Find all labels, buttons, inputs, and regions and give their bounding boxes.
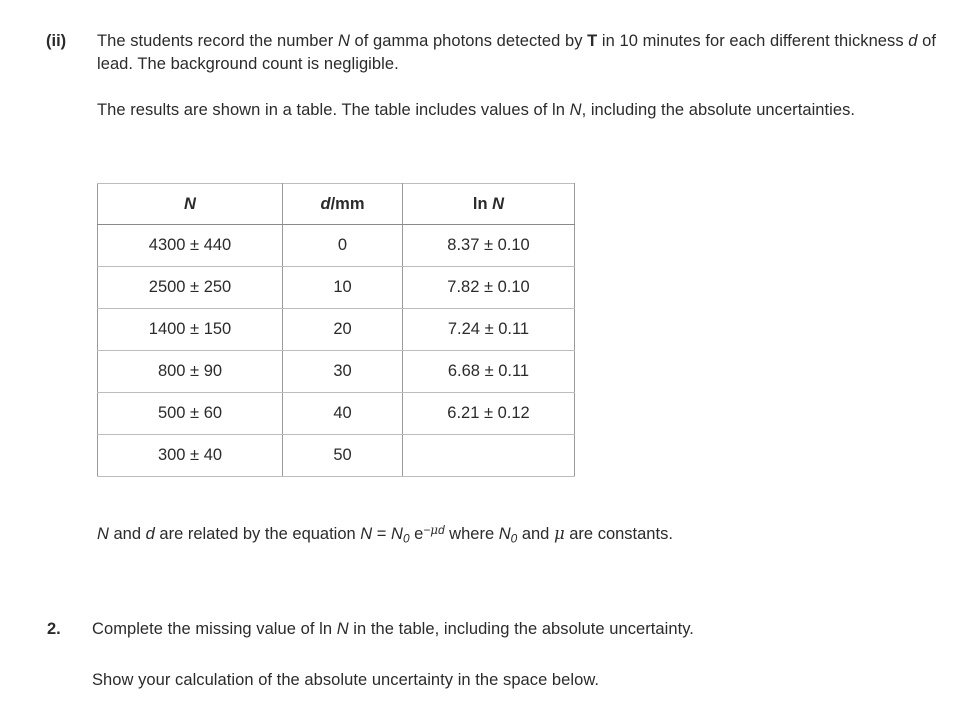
table-head — [98, 184, 575, 225]
equation-constant-N0-base: N — [498, 524, 511, 543]
equation-formula — [360, 523, 445, 546]
header-ln-symbol-N: N — [492, 194, 505, 213]
equation-e-base: e — [409, 524, 424, 543]
question-ii-paragraph-1 — [97, 30, 946, 76]
table-row — [98, 267, 575, 309]
header-symbol-N: N — [184, 194, 196, 213]
table-header-count — [98, 184, 283, 225]
table-row — [98, 309, 575, 351]
table-row — [98, 393, 575, 435]
paragraph-1-text-c: in 10 minutes for each different thickness — [597, 32, 909, 50]
cell-thickness: 20 — [283, 309, 403, 351]
equation-N0-base: N — [391, 524, 403, 543]
equation-exponent-minus: − — [423, 523, 431, 537]
paragraph-1-symbol-T: T — [587, 32, 598, 50]
question-ii-marker: (ii) — [46, 32, 67, 50]
cell-count: 1400 ± 150 — [98, 309, 283, 351]
table-row — [98, 435, 575, 477]
table-body — [98, 225, 575, 477]
cell-thickness: 30 — [283, 351, 403, 393]
header-symbol-d: d — [320, 194, 331, 213]
equation-statement — [97, 519, 917, 550]
question-2 — [47, 618, 927, 692]
question-part-ii — [46, 30, 946, 122]
question-2-text-b: in the table, including the absolute uncertainty. — [348, 620, 694, 638]
cell-ln-count: 7.24 ± 0.11 — [403, 309, 575, 351]
equation-outro-text-c: are constants. — [564, 524, 673, 543]
equation-outro-text-a: where — [444, 524, 499, 543]
cell-thickness: 10 — [283, 267, 403, 309]
question-2-text-a: Complete the missing value of ln — [92, 620, 337, 638]
cell-thickness: 0 — [283, 225, 403, 267]
paragraph-2-symbol-N: N — [569, 101, 582, 119]
paragraph-1-symbol-N: N — [337, 32, 350, 50]
cell-thickness: 40 — [283, 393, 403, 435]
paragraph-2-text-a: The results are shown in a table. The table includes values of ln — [97, 101, 570, 119]
equation-intro-symbol-N: N — [97, 524, 109, 543]
cell-ln-count: 8.37 ± 0.10 — [403, 225, 575, 267]
cell-thickness: 50 — [283, 435, 403, 477]
equation-equals: = — [372, 524, 392, 543]
table-row — [98, 351, 575, 393]
paragraph-1-text-d: of lead. The background count is negligible. — [97, 32, 936, 73]
table-header-thickness — [283, 184, 403, 225]
results-table-wrapper — [97, 183, 575, 477]
cell-ln-count — [403, 435, 575, 477]
equation-intro-text-a: and — [108, 524, 146, 543]
equation-constant-mu: μ — [553, 523, 565, 543]
cell-ln-count: 6.68 ± 0.11 — [403, 351, 575, 393]
paragraph-1-symbol-d: d — [908, 32, 918, 50]
equation-lhs-N: N — [360, 524, 373, 543]
question-2-body — [92, 618, 927, 692]
paragraph-1-text-b: of gamma photons detected by — [349, 32, 588, 50]
cell-count: 500 ± 60 — [98, 393, 283, 435]
paragraph-1-text-a: The students record the number — [97, 32, 338, 50]
equation-exponent — [423, 523, 444, 537]
equation-outro-text-b: and — [517, 524, 554, 543]
question-ii-body — [97, 30, 946, 122]
header-ln-prefix: ln — [472, 194, 493, 213]
results-table — [97, 183, 575, 477]
equation-intro-text-b: are related by the equation — [154, 524, 361, 543]
question-2-marker: 2. — [47, 620, 61, 638]
equation-exponent-mu: μ — [430, 523, 438, 537]
equation-intro-symbol-d: d — [145, 524, 155, 543]
paragraph-2-text-b: , including the absolute uncertainties. — [581, 101, 856, 119]
question-ii-paragraph-2 — [97, 99, 946, 122]
cell-count: 2500 ± 250 — [98, 267, 283, 309]
question-2-line-2: Show your calculation of the absolute uncertainty in the space below. — [92, 671, 600, 689]
cell-ln-count: 7.82 ± 0.10 — [403, 267, 575, 309]
header-unit-mm: /mm — [330, 194, 365, 213]
cell-count: 4300 ± 440 — [98, 225, 283, 267]
question-2-symbol-N: N — [336, 620, 349, 638]
equation-N0-subscript: 0 — [402, 531, 410, 546]
equation-exponent-d: d — [437, 523, 445, 537]
equation-constant-N0-subscript: 0 — [510, 531, 518, 546]
table-row — [98, 225, 575, 267]
cell-ln-count: 6.21 ± 0.12 — [403, 393, 575, 435]
question-2-line-1 — [92, 618, 927, 641]
table-header-row — [98, 184, 575, 225]
cell-count: 800 ± 90 — [98, 351, 283, 393]
table-header-ln-count — [403, 184, 575, 225]
cell-count: 300 ± 40 — [98, 435, 283, 477]
